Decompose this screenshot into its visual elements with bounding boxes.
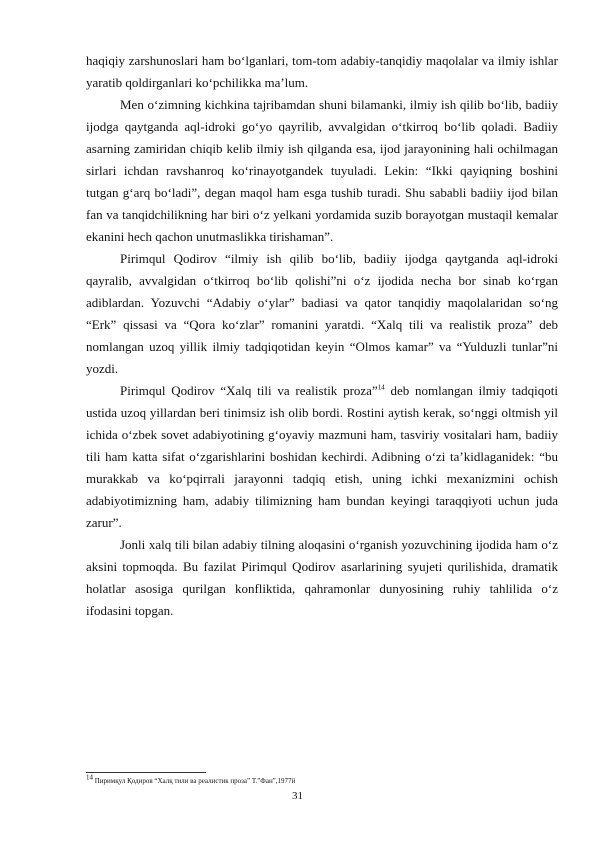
paragraph-1: haqiqiy zarshunoslari ham bo‘lganlari, tom-tom adabiy-tanqidiy maqolalar va ilmiy ishlar yaratib qoldirganlari ko‘pchilikka ma’lum. (86, 53, 558, 90)
footnote-divider (86, 772, 206, 773)
footnote-text: Пиримқул Қодиров “Халқ тили ва реалистик проза” Т.”Фан”,1977й (94, 777, 296, 785)
footnote-number: 14 (86, 773, 93, 782)
paragraph-3: Pirimqul Qodirov “ilmiy ish qilib bo‘lib, badiiy ijodga qaytganda aql-idroki qayralib, avvalgidan o‘tkirroq bo‘lib qolishi”ni o‘z ijodida necha bor sinab ko‘rgan adiblardan. Yozuvchi “Adabiy o‘ylar” badiasi va qator tanqidiy maqolalaridan so‘ng “Erk” qissasi va “Qora ko‘zlar” romanini yaratdi. “Xalq tili va realistik proza” deb nomlangan uzoq yillik ilmiy tadqiqotidan keyin “Olmos kamar” va “Yulduzli tunlar”ni yozdi. (86, 251, 558, 376)
paragraph-4-text: deb nomlangan ilmiy tadqiqoti ustida uzoq yillardan beri tinimsiz ish olib bordi. Rostini aytish kerak, so‘nggi oltmish yil ichida o‘zbek sovet adabiyotining g‘oyaviy mazmuni ham, tasviriy vositalari ham, badiiy tili ham katta sifat o‘zgarishlarini boshidan kechirdi. Adibning o‘zi ta’kidlaganidek: “bu murakkab va ko‘pqirrali jarayonni tadqiq etish, uning ichki mexanizmini ochish adabiyotimizning ham, adabiy tilimizning ham bundan keyingi taraqqiyoti uchun juda zarur”. (86, 383, 559, 530)
page-body (86, 50, 558, 622)
paragraph-2: Men o‘zimning kichkina tajribamdan shuni bilamanki, ilmiy ish qilib bo‘lib, badiiy ijodga qaytganda aql-idroki go‘yo qayrilib, avvalgidan o‘tkirroq bo‘lib qoladi. Badiiy asarning zamiridan chiqib kelib ilmiy ish qilganda esa, ijod jarayonining hali ochilmagan sirlari ichdan ravshanroq ko‘rinayotgandek tuyuladi. Lekin: “Ikki qayiqning boshini tutgan g‘arq bo‘ladi”, degan maqol ham esga tushib turadi. Shu sababli badiiy ijod bilan fan va tanqidchilikning har biri o‘z yelkani yordamida suzib borayotgan mustaqil kemalar ekanini hech qachon unutmaslikka tirishaman”. (86, 97, 558, 244)
paragraph-4 (86, 380, 558, 534)
paragraph-4-lead: Pirimqul Qodirov “Xalq tili va realistik proza” (120, 383, 378, 398)
page-number: 31 (292, 790, 303, 802)
footnote (86, 773, 558, 786)
footnote-marker: 14 (377, 383, 385, 392)
paragraph-5: Jonli xalq tili bilan adabiy tilning aloqasini o‘rganish yozuvchining ijodida ham o‘z aksini topmoqda. Bu fazilat Pirimqul Qodirov asarlarining syujeti qurilishida, dramatik holatlar asosiga qurilgan konfliktida, qahramonlar dunyosining ruhiy tahlilida o‘z ifodasini topgan. (86, 537, 558, 618)
